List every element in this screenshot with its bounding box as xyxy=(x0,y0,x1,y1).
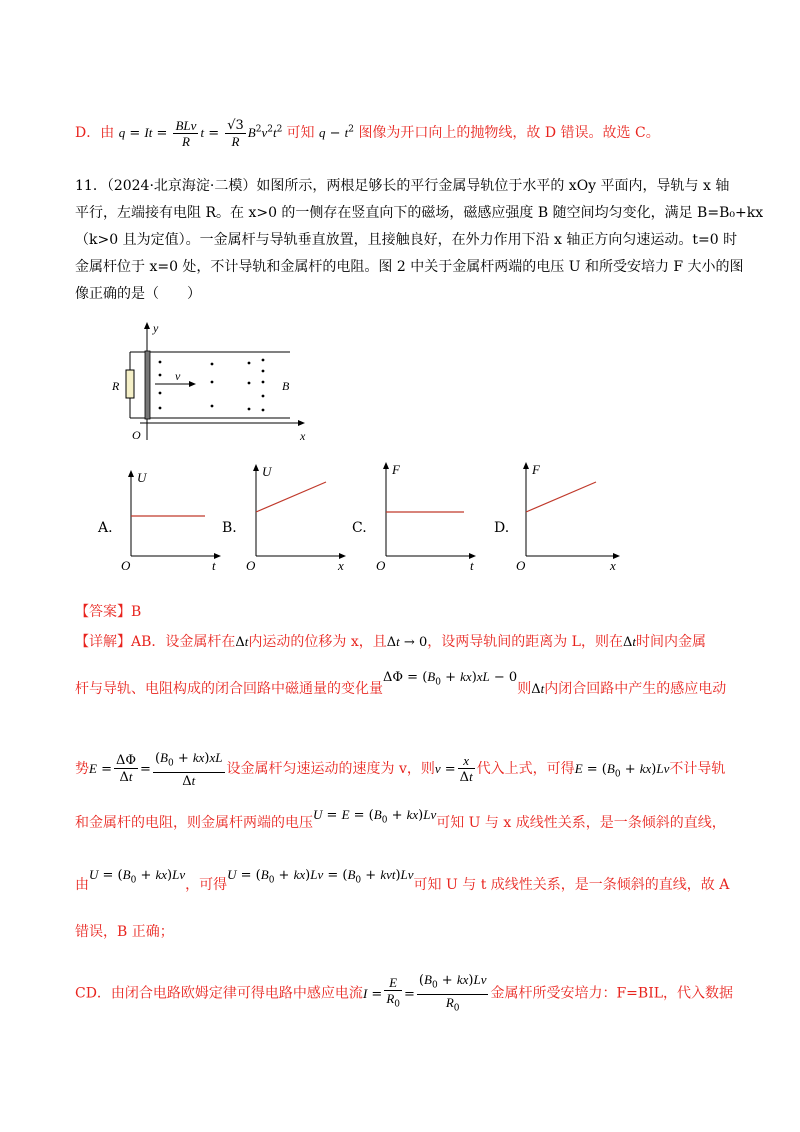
y-axis-arrow xyxy=(144,322,150,329)
rail-diagram xyxy=(100,320,330,450)
formula-current: I = $\frac{E}{R_0}$ = $\frac{(B_0 + kx)Lv}{R_0}$ xyxy=(362,972,487,1014)
detail-line-6: 错误，B 正确； xyxy=(75,924,174,940)
detail-text: CD．由闭合电路欧姆定律可得电路中感应电流 xyxy=(75,985,363,1002)
option-d-conclusion xyxy=(75,118,725,149)
formula-q: q = It = $\frac{\text{BLv}}{R}$ t = $\frac{√3}{R}$ $B^2v^2t^2$ xyxy=(118,118,283,149)
y-axis-label: y xyxy=(153,321,159,335)
formula-dt-limit: Δt → 0 xyxy=(386,634,428,650)
answer-line xyxy=(75,602,725,622)
question-line-3: （k>0 且为定值）。一金属杆与导轨垂直放置，且接触良好，在外力作用下沿 x 轴正方向匀速运动。t=0 时 xyxy=(75,232,738,248)
detail-text: 设金属杆匀速运动的速度为 v，则 xyxy=(226,760,435,777)
option-a-graph[interactable] xyxy=(115,468,225,572)
origin-label: O xyxy=(132,428,141,442)
detail-line-3 xyxy=(75,750,725,789)
formula-emf: E = $\frac{\Delta\Phi}{\Delta t}$ = $\frac{(B_0 + kx)xL}{\Delta t}$ xyxy=(89,750,223,789)
x-axis-label: x xyxy=(300,429,306,443)
option-b-graph[interactable] xyxy=(240,462,350,572)
option-b-label[interactable]: B. xyxy=(222,520,237,536)
detail-text: 势 xyxy=(75,760,89,777)
formula-e-result: $E = (B_0 + kx)Lv$ xyxy=(574,760,670,780)
resistor-label: R xyxy=(112,379,120,393)
detail-text: AB．设金属杆在 xyxy=(131,634,236,650)
option-c-ylabel: F xyxy=(392,462,400,477)
formula-v: v = $\frac{x}{\Delta t}$ xyxy=(434,753,473,786)
x-axis-arrow xyxy=(298,420,305,426)
option-a-origin: O xyxy=(121,558,131,572)
detail-line-2 xyxy=(75,669,727,705)
option-b-line xyxy=(256,482,326,512)
formula-dt: Δt xyxy=(622,634,636,650)
option-c-origin: O xyxy=(376,558,386,572)
option-c-label[interactable]: C. xyxy=(352,520,367,536)
detail-text: 可知 U 与 x 成线性关系，是一条倾斜的直线， xyxy=(436,815,726,831)
question-number: 11． xyxy=(75,178,107,194)
formula-dt: Δt xyxy=(531,681,545,697)
field-label: B xyxy=(282,379,290,393)
question-source: （2024·北京海淀·二模） xyxy=(106,178,257,194)
detail-text: 内运动的位移为 x，且 xyxy=(248,634,387,650)
option-c-graph[interactable] xyxy=(370,460,480,572)
option-a-xlabel: t xyxy=(212,558,216,572)
detail-line-4 xyxy=(75,807,726,839)
detail-text: 不计导轨 xyxy=(669,760,726,777)
magnetic-field-dots xyxy=(159,359,265,412)
question-line-2: 平行，左端接有电阻 R。在 x>0 的一侧存在竖直向下的磁场，磁感应强度 B 随空间均匀变化，满足 B=B₀+kx xyxy=(75,205,764,221)
detail-text: 由 xyxy=(75,877,89,893)
formula-u: $U = E = (B_0 + kx)Lv$ xyxy=(313,807,437,826)
detail-text: ，设两导轨间的距离为 L，则在 xyxy=(427,634,623,650)
formula-flux: $\Delta\Phi = (B_0 + kx)xL - 0$ xyxy=(383,669,518,688)
velocity-arrowhead xyxy=(189,381,196,387)
detail-text: ，可得 xyxy=(185,877,228,893)
question-line-5: 像正确的是（ ） xyxy=(75,286,201,302)
option-d-line xyxy=(526,482,596,512)
option-d-origin: O xyxy=(516,558,526,572)
detail-text: 和金属杆的电阻，则金属杆两端的电压 xyxy=(75,815,313,831)
d-suffix: 图像为开口向上的抛物线，故 D 错误。故选 C。 xyxy=(358,125,660,141)
option-a-ylabel: U xyxy=(137,470,147,485)
resistor xyxy=(126,370,134,398)
detail-line-7 xyxy=(75,972,734,1016)
option-d-label[interactable]: D. xyxy=(494,520,510,536)
option-c-xlabel: t xyxy=(470,558,474,572)
formula-dt: Δt xyxy=(235,634,249,650)
formula-u-x: $U = (B_0 + kx)Lv$ xyxy=(89,867,186,886)
detail-text: 代入上式，可得 xyxy=(476,760,575,777)
option-b-origin: O xyxy=(246,558,256,572)
option-a-label[interactable]: A. xyxy=(98,520,113,536)
answer-value: B xyxy=(131,604,142,620)
question-text-1: 如图所示，两根足够长的平行金属导轨位于水平的 xOy 平面内，导轨与 x 轴 xyxy=(256,178,730,194)
detail-text: 则 xyxy=(517,681,532,697)
metal-bar xyxy=(145,351,150,419)
option-d-ylabel: F xyxy=(532,462,540,477)
formula-u-t: $U = (B_0 + kx)Lv = (B_0 + kvt)Lv$ xyxy=(227,867,414,886)
velocity-label: v xyxy=(175,369,181,383)
detail-text: 可知 U 与 t 成线性关系，是一条倾斜的直线，故 A xyxy=(413,877,730,893)
detail-text: 金属杆所受安培力：F=BIL，代入数据 xyxy=(490,985,734,1002)
detail-text: 杆与导轨、电阻构成的闭合回路中磁通量的变化量 xyxy=(75,681,383,697)
d-mid: 可知 xyxy=(286,125,315,141)
d-prefix: D．由 xyxy=(75,125,115,141)
question-line-4: 金属杆位于 x=0 处，不计导轨和金属杆的电阻。图 2 中关于金属杆两端的电压 U 和所受安培力 F 大小的图 xyxy=(75,259,744,275)
question-line-1 xyxy=(75,176,730,196)
detail-line-1 xyxy=(75,632,725,653)
option-d-graph[interactable] xyxy=(510,460,625,572)
formula-q-t2: $q - t^2$ xyxy=(318,124,354,141)
detail-tag: 【详解】 xyxy=(75,634,131,650)
option-d-xlabel: x xyxy=(610,558,616,572)
option-b-xlabel: x xyxy=(338,558,344,572)
option-b-ylabel: U xyxy=(262,464,272,479)
answer-tag: 【答案】 xyxy=(75,604,131,620)
detail-text: 内闭合回路中产生的感应电动 xyxy=(544,681,727,697)
detail-line-5 xyxy=(75,867,730,901)
detail-text: 时间内金属 xyxy=(636,634,706,650)
